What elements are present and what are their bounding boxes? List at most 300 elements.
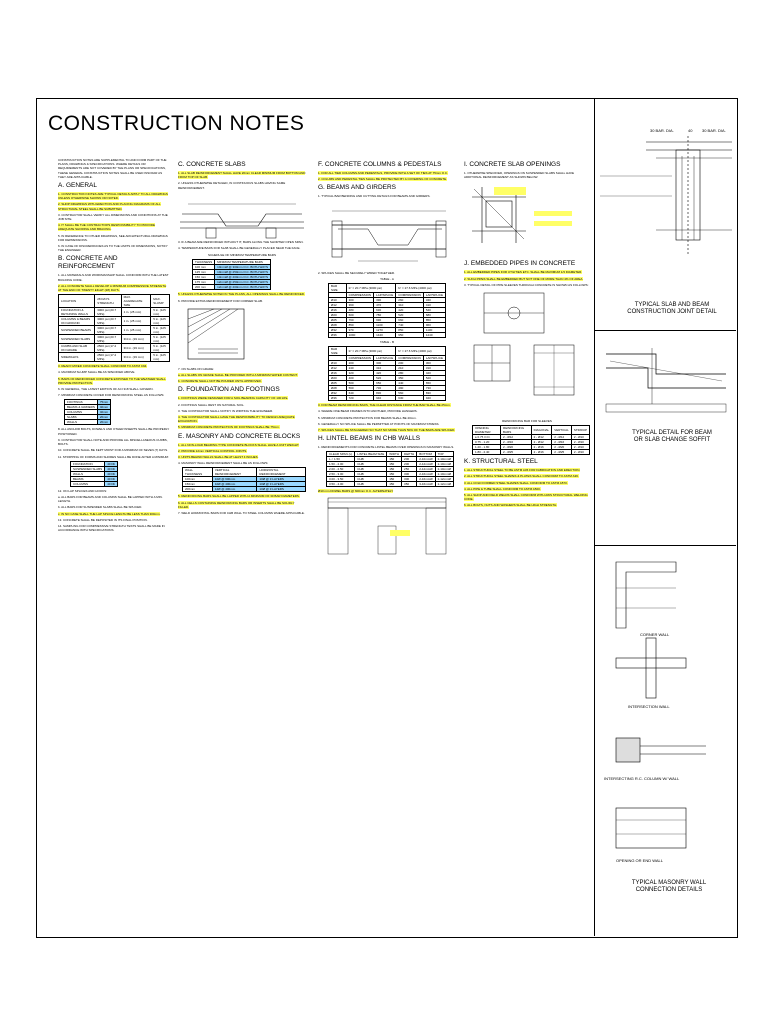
table-cell: 100 mm <box>193 265 215 270</box>
table-cell: CHB <box>355 482 387 487</box>
table-cell: SUSPENDED SLABS <box>59 335 95 344</box>
corner-wall-label: CORNER WALL <box>640 632 670 637</box>
table-cell: ≤ 0.75 O.D. <box>473 435 501 440</box>
soffit-change-diagram <box>596 344 736 424</box>
temp-table-title: SCHEDULE OF MINIMUM TEMPERATURE BARS <box>208 253 276 258</box>
table-cell: 300 <box>346 298 374 303</box>
table-cell: 310 <box>396 303 424 308</box>
table-cell: Ø25 <box>329 381 347 386</box>
table-cell: 520 <box>374 376 396 381</box>
table-cell: 200 <box>346 361 374 366</box>
table-cell: SIDEWALKS <box>59 353 95 362</box>
table-cell: BEAMS <box>71 476 105 481</box>
table-cell: Ø32 <box>329 328 347 333</box>
table-header: MAX. AGGREGATE SIZE <box>121 295 151 308</box>
table-cell: 40 Db <box>105 461 118 466</box>
table-cell: 970 <box>346 328 374 333</box>
table-cell: Ø16 <box>329 308 347 313</box>
table-row <box>183 487 306 492</box>
table-cell: 280 <box>396 371 424 376</box>
pipe-sleeve-diagram <box>464 289 590 419</box>
table-cell: 310 <box>374 366 396 371</box>
table-cell: 40 Db <box>105 481 118 486</box>
table-header: fc' = 27.6 MPa (4000 psi) <box>396 284 446 293</box>
table-cell: 940 <box>423 396 445 401</box>
table-cell: 40mm <box>97 405 110 410</box>
table-row <box>59 344 170 353</box>
table-cell: 3/4 in. (19 mm) <box>121 344 151 353</box>
table-cell: SLABS <box>65 415 98 420</box>
table-cell: 3-16mmØ <box>417 482 435 487</box>
table-header: fc' = 20.7 MPa (3000 psi) <box>346 347 396 356</box>
table-cell: 3000 psi (20.7 MPa) <box>95 335 121 344</box>
table-cell: WALLS <box>65 420 98 425</box>
table-cell: 2-10mmØ <box>435 457 453 462</box>
table-cell: 440 <box>396 381 424 386</box>
table-cell: 2 - Ø10 <box>571 450 589 455</box>
table-cell: 1 in. (25 mm) <box>121 317 151 326</box>
table-cell: Ø36 <box>329 333 347 338</box>
table-header: REINFORCING BARS <box>501 426 532 435</box>
table-cell: 12mmØ @ 250mm O.C. BOTH WAYS <box>215 280 271 285</box>
table-cell: 560 <box>396 391 424 396</box>
table-cell: 2-10mmØ <box>435 467 453 472</box>
table-cell: 2-10mmØ <box>417 457 435 462</box>
table-cell: 760 <box>346 318 374 323</box>
table-row <box>65 420 111 425</box>
splice-table <box>70 461 118 487</box>
table-cell: 300 <box>374 361 396 366</box>
table-cell: FOUNDATION & RETAINING WALLS <box>59 308 95 317</box>
table-cell: COLUMNS & BEAMS ON GROUND <box>59 317 95 326</box>
table-cell: 2 - Ø20 <box>552 445 572 450</box>
table-row <box>193 280 271 285</box>
table-cell: 210 <box>396 366 424 371</box>
table-cell: 2 - Ø25 <box>501 450 532 455</box>
table-cell: Ø28 <box>329 386 347 391</box>
table-cell: 650 <box>374 381 396 386</box>
table-cell: 350 <box>402 482 417 487</box>
table-cell: 10Ø @ 3 LAYERS <box>257 482 306 487</box>
section-d-title: D. FOUNDATION AND FOOTINGS <box>178 386 280 394</box>
table-cell: 420 <box>396 308 424 313</box>
detail2-title-line1: TYPICAL DETAIL FOR BEAM <box>632 430 712 436</box>
table-cell: Ø25 <box>329 318 347 323</box>
table-cell: Ø36 <box>329 396 347 401</box>
table-cell: 150mm <box>183 482 213 487</box>
table-cell: 250 <box>402 467 417 472</box>
table-cell: Ø16 <box>329 371 347 376</box>
table-header: fc' = 20.7 MPa (3000 psi) <box>346 284 396 293</box>
table-cell: 10mmØ @ 300mm O.C. BOTH WAYS <box>215 265 271 270</box>
table-cell: CHB <box>355 457 387 462</box>
section-a-title: A. GENERAL <box>58 182 98 190</box>
table-cell: 175 mm <box>193 280 215 285</box>
table-cell: 560 <box>346 386 374 391</box>
chb-reinforcement-table <box>182 467 306 492</box>
table-header: COMPRESSION <box>346 293 374 298</box>
table-cell: Ø28 <box>329 323 347 328</box>
table-cell: FOUNDATION <box>71 461 105 466</box>
table-cell: 1240 <box>423 333 445 338</box>
table-cell: 1100 <box>423 328 445 333</box>
table-cell: 150 <box>387 467 402 472</box>
table-header: MAX. SLUMP <box>151 295 170 308</box>
table-cell: 200 <box>396 361 424 366</box>
table-cell: 40mm <box>97 410 110 415</box>
table-cell: 2-10mmØ <box>435 472 453 477</box>
table-cell: Ø12 <box>329 303 347 308</box>
table-cell: 2-16mmØ <box>417 477 435 482</box>
table-cell: L < 1.50 <box>327 457 355 462</box>
table-cell: 2 - Ø20 <box>501 445 532 450</box>
table-cell: Ø10 <box>329 361 347 366</box>
table-cell: 1420 <box>374 333 396 338</box>
table-header: DEPTH <box>402 452 417 457</box>
table-cell: 420 <box>374 371 396 376</box>
table-b <box>328 346 446 401</box>
table-cell: 3000 psi (20.7 MPa) <box>95 317 121 326</box>
table-cell: 150 <box>387 457 402 462</box>
table-cell: 730 <box>374 386 396 391</box>
table-cell: CHB <box>355 462 387 467</box>
table-cell: 400 <box>346 376 374 381</box>
table-cell: 300 <box>402 472 417 477</box>
table-cell: CHB <box>355 472 387 477</box>
table-cell: 5 in. (125 mm) <box>151 344 170 353</box>
table-cell: 2 - Ø16 <box>501 440 532 445</box>
table-row <box>65 405 111 410</box>
title-block-divider <box>594 98 595 936</box>
table-row <box>193 285 271 290</box>
notes-column-3: F. CONCRETE COLUMNS & PEDESTALS 1. FOR ALL TIED COLUMNS AND PEDESTALS, PROVIDE WITH A SET OF TIES AT 75mm O.C. 2. COLUMN AND PEDESTAL TIES SHALL BE PROTECTED BY A COVERING OF CONCRETE. G. BEAMS AND GIRDERS 1. TYPICAL BAR BENDING AND CUTTING DETAILS FOR BEAMS AND GIRDERS. 2. SPLICES SHALL BE SECURELY WIRED TOGETHER. TABLE - A BAR SIZE fc' = 20.7 MPa (3000 psi) fc' = 27.6 MPa (4000 psi) COMPRESSION LAP/SPLICE COMPRESSION LAP/SPLICE Ø10 300 390 260 340 Ø12 360 470 310 410 Ø16 480 630 420 540 Ø20 600 780 520 680 Ø25 760 990 660 850 Ø28 850 1100 740 960 Ø32 970 1270 850 1100 Ø36 1090 1420 950 1240 TABLE - B BAR SIZE fc' = 20.7 MPa (3000 psi) fc' = 27.6 MPa (4000 psi) COMPRESSION LAP/SPLICE COMPRESSION LAP/SPLICE Ø10 200 300 200 300 Ø12 240 310 210 310 Ø16 320 420 280 420 Ø20 400 520 350 520 Ø25 500 650 440 650 Ø28 560 730 490 730 Ø32 640 830 560 830 Ø36 720 940 630 940 3. FOR BEAM REINFORCING BARS, THE CLEAR DISTANCE FROM THE BAR SHALL BE 25mm. 4. WHERE ONE BEAM FRAMES INTO ANOTHER, PROVIDE HANGERS. 5. MINIMUM CONCRETE PROTECTION FOR BEAMS SHALL BE 40mm. 6. GENERALLY NO SPLICE SHALL BE PERMITTED AT POINTS OF MAXIMUM STRESS. 7. SPLICES SHALL BE STAGGERED SO THAT NO MORE THAN 50% OF THE BARS ARE SPLICED. H. LINTEL BEAMS IN CHB WALLS 1. REINFORCEMENTS FOR CONCRETE LINTEL BEAMS OVER OPENINGS IN MASONRY WALLS. CLEAR SPAN (L) LINTEL BEAM SIZE WIDTH DEPTH BOTTOM TOP L < 1.50 CHB 150 200 2-10mmØ 2-10mmØ 1.50 - 2.00 CHB 150 200 2-12mmØ 2-10mmØ 2.00 - 2.50 CHB 150 250 2-12mmØ 2-10mmØ 2.50 - 3.00 CHB 150 300 2-16mmØ 2-10mmØ 3.00 - 3.50 CHB 150 300 2-16mmØ 2-12mmØ 3.50 - 4.00 CHB 150 350 3-16mmØ 2-12mmØ Ø10 mm DOWEL BARS @ 600mm O.C. ALTERNATELY <box>318 158 456 558</box>
table-cell: 12mmØ @ 200mm O.C. BOTH WAYS <box>215 285 271 290</box>
table-row <box>329 396 446 401</box>
table-cell: 850 <box>423 318 445 323</box>
table-cell: 630 <box>396 396 424 401</box>
table-cell: 650 <box>423 381 445 386</box>
table-cell: 2 - Ø12 <box>552 435 572 440</box>
table-cell: 2 - Ø10 <box>571 435 589 440</box>
masonry-connection-diagram <box>596 548 736 908</box>
notes-column-2: C. CONCRETE SLABS 1. ALL SLAB REINFORCEMENT SHALL HAVE 20mm CLEAR MINIMUM FROM BOTTOM AND FROM TOP OF SLAB. 2. UNLESS OTHERWISE DETAILED, IN CONTINUOUS SLABS HAVING SAME REINFORCEMENT. 3. IF A BEAM ARE REINFORCED WITHOUT IT, BARS ALONG THE SHORTER OPEN SPAN. 4. TEMPERATURE BARS FOR SLAB SHALL BE GENERALLY PLACED NEAR THE FACE. SCHEDULE OF MINIMUM TEMPERATURE BARS THICKNESS MINIMUM TEMPERATURE BARS 100 mm 10mmØ @ 300mm O.C. BOTH WAYS 125 mm 10mmØ @ 250mm O.C. BOTH WAYS 150 mm 10mmØ @ 200mm O.C. BOTH WAYS 175 mm 12mmØ @ 250mm O.C. BOTH WAYS 200 mm 12mmØ @ 200mm O.C. BOTH WAYS 5. UNLESS OTHERWISE NOTED IN THE PLANS, ALL OPENINGS SHALL BE REINFORCED. 6. PROVIDE EXTRA REINFORCEMENT FOR CORNER SLAB. 7. ON SLABS ON GRADE: a. ALL SLABS ON GRADE SHALL BE PROVIDED WITH A MINIMUM WATER CONTENT. b. CONCRETE SHALL NOT BE POURED UNTIL APPROVED. D. FOUNDATION AND FOOTINGS 1. FOOTINGS WERE DESIGNED FOR A SOIL BEARING CAPACITY OF 100 kPa. 2. FOOTINGS SHALL REST ON NATURAL SOIL. 3. THE CONTRACTOR SHALL NOTIFY IN WRITING THE ENGINEER. 4. THE CONTRACTOR SHALL HAVE THE RESPONSIBILITY TO DESIGN ADEQUATE EXCAVATION. 5. MINIMUM CONCRETE PROTECTION OF FOOTINGS SHALL BE 75mm. E. MASONRY AND CONCRETE BLOCKS 1. ALL NON-LOAD BEARING TYPE CONCRETE BLOCKS SHALL HAVE A UNIT WEIGHT. 2. PROVIDE 12mm VERTICAL CONTROL JOINTS. 3. UNITS BEHIND WALLS SHALL BE AT LEAST 4 INCHES. 4. MASONRY WALL REINFORCEMENT SHALL BE AS FOLLOWS: WALL THICKNESS VERTICAL REINFORCEMENT HORIZONTAL REINFORCEMENT 100mm 10Ø @ 600mm 10Ø @ 3 LAYERS 150mm 10Ø @ 400mm 10Ø @ 3 LAYERS 200mm 12Ø @ 400mm 10Ø @ 3 LAYERS 5. REINFORCING BARS SHALL BE LAPPED WITH A MINIMUM OF 30 BAR DIAMETERS. 6. ALL CELLS CONTAINING REINFORCING BARS OR INSERTS SHALL BE SOLIDLY FILLED. 7. WELD HORIZONTAL BARS FOR CHB WALL TO STEEL COLUMNS WHERE APPLICABLE. <box>178 161 306 516</box>
table-header: BOTTOM <box>417 452 435 457</box>
table-header: COMPRESSION <box>396 356 424 361</box>
table-cell: 5 in. (125 mm) <box>151 317 170 326</box>
lintel-note: Ø10 mm DOWEL BARS @ 600mm O.C. ALTERNATELY <box>318 489 394 494</box>
table-cell: 5 in. (125 mm) <box>151 353 170 362</box>
table-cell: 20mm <box>97 420 110 425</box>
table-cell: 2.00 - 2.50 <box>327 467 355 472</box>
table-cell: 300 <box>402 477 417 482</box>
table-cell: 5 in. (125 mm) <box>151 326 170 335</box>
section-j-title: J. EMBEDDED PIPES IN CONCRETE <box>464 260 576 268</box>
table-row <box>59 317 170 326</box>
table-cell: 3.00 - 3.50 <box>327 477 355 482</box>
table-cell: COLUMNS <box>71 481 105 486</box>
detail-divider-1 <box>594 330 736 331</box>
table-b-title: TABLE - B <box>380 340 394 345</box>
table-header: LAP/SPLICE <box>374 356 396 361</box>
section-b-title: B. CONCRETE AND REINFORCEMENT <box>58 255 118 271</box>
beam-bending-diagram <box>318 201 456 271</box>
table-cell: 150 <box>387 477 402 482</box>
table-cell: CHB <box>355 477 387 482</box>
section-g-title: G. BEAMS AND GIRDERS <box>318 184 397 192</box>
table-cell: 150 <box>387 472 402 477</box>
table-header: THICKNESS <box>193 260 215 265</box>
section-i-title: I. CONCRETE SLAB OPENINGS <box>464 161 561 168</box>
table-row <box>71 466 118 471</box>
table-cell: 3/4 in. (19 mm) <box>121 353 151 362</box>
table-cell: 960 <box>423 323 445 328</box>
table-cell: 830 <box>423 391 445 396</box>
table-a <box>328 283 446 338</box>
table-header: BAR SIZE <box>329 284 347 293</box>
table-cell: BEAMS & GIRDERS <box>65 405 98 410</box>
table-cell: 150 <box>387 482 402 487</box>
table-cell: 240 <box>346 366 374 371</box>
section-c-title: C. CONCRETE SLABS <box>178 161 246 168</box>
opening-end-wall-label: OPENING OR END WALL <box>616 858 663 863</box>
table-cell: 310 <box>423 366 445 371</box>
table-cell: 1090 <box>346 333 374 338</box>
table-cell: 540 <box>423 308 445 313</box>
table-header: CLEAR SPAN (L) <box>327 452 355 457</box>
table-row <box>59 308 170 317</box>
section-h-title: H. LINTEL BEAMS IN CHB WALLS <box>318 435 421 443</box>
table-cell: 2-12mmØ <box>417 467 435 472</box>
table-cell: 10mmØ @ 250mm O.C. BOTH WAYS <box>215 270 271 275</box>
table-row <box>59 335 170 344</box>
table-cell: 10mmØ @ 200mm O.C. BOTH WAYS <box>215 275 271 280</box>
lintel-diagram <box>318 496 456 558</box>
table-cell: 5 in. (125 mm) <box>151 335 170 344</box>
table-header: HORIZONTAL REINFORCEMENT <box>257 468 306 477</box>
detail-divider-2 <box>594 545 736 546</box>
table-cell: Ø20 <box>329 313 347 318</box>
table-cell: SUSPENDED SLABS <box>71 466 105 471</box>
table-cell: 340 <box>423 298 445 303</box>
intersecting-column-label: INTERSECTING R.C. COLUMN W/ WALL <box>604 776 680 781</box>
table-cell: 40 Db <box>105 471 118 476</box>
table-cell: 10Ø @ 3 LAYERS <box>257 477 306 482</box>
table-header: MINIMUM TEMPERATURE BARS <box>215 260 271 265</box>
table-cell: 100mm <box>183 477 213 482</box>
table-cell: 40 Db <box>105 466 118 471</box>
table-row <box>327 482 454 487</box>
opening-reinforcement-table <box>472 425 590 455</box>
page-title: CONSTRUCTION NOTES <box>48 112 305 135</box>
table-cell: 40 Db <box>105 476 118 481</box>
table-header: OPENING DIAMETER <box>473 426 501 435</box>
table-header: LAP/SPLICE <box>423 293 445 298</box>
table-header: LINTEL BEAM SIZE <box>355 452 387 457</box>
table-cell: 780 <box>374 313 396 318</box>
table-header: WALL THICKNESS <box>183 468 213 477</box>
table-row <box>193 265 271 270</box>
table-cell: 490 <box>396 386 424 391</box>
table-cell: 2 - Ø16 <box>552 440 572 445</box>
table-cell: CHB <box>355 467 387 472</box>
table-cell: 730 <box>423 386 445 391</box>
table-cell: 350 <box>396 376 424 381</box>
table-cell: 480 <box>346 308 374 313</box>
table-header: LAP/SPLICE <box>423 356 445 361</box>
table-cell: 1100 <box>374 323 396 328</box>
table-header: BAR SIZE <box>329 347 347 356</box>
detail3-title-line2: CONNECTION DETAILS <box>635 887 703 893</box>
table-cell: 12Ø @ 400mm <box>212 487 257 492</box>
table-cell: 720 <box>346 396 374 401</box>
table-cell: 10Ø @ 3 LAYERS <box>257 487 306 492</box>
table-header: LAP/SPLICE <box>374 293 396 298</box>
notes-column-4: I. CONCRETE SLAB OPENINGS 1. OTHERWISE SPECIFIED, OPENINGS ON SUSPENDED SLABS SHALL HAVE ADDITIONAL REINFORCEMENT AS SHOWN BELOW. J. EMBEDDED PIPES IN CONCRETE 1. ALL EMBEDDED PIPES FOR UTILITIES ETC. SHALL BE MAXIMUM 1/3 DIAMETER. 2. SUCH PIPES SHALL BE EMBEDDED BUT NOT ONE OF MORE THAN 4% OF AREA. 3. TYPICAL DETAIL OF PIPE SLEEVES THROUGH CONCRETE IS SHOWN AS FOLLOWS: REINFORCING BAR FOR SLEEVES OPENING DIAMETER REINFORCING BARS DIAGONAL VERTICAL STIRRUP ≤ 0.75 O.D. 2 - Ø12 2 - Ø12 2 - Ø12 2 - Ø10 0.75 - 1.20 2 - Ø16 2 - Ø12 2 - Ø16 2 - Ø10 1.20 - 1.80 2 - Ø20 2 - Ø16 2 - Ø20 2 - Ø10 1.80 - 2.40 2 - Ø25 2 - Ø16 2 - Ø25 2 - Ø10 K. STRUCTURAL STEEL 1. ALL STRUCTURAL STEEL TO BE ASTM A36 FOR FABRICATION AND ERECTION. 2. ALL STRUCTURAL STEEL SHAPES & PLATES SHALL CONFORM TO ASTM A36. 3. ALL COLD FORMED STEEL SHAPES SHALL CONFORM TO ASTM A570. 4. ALL PIPE & TUBE SHALL CONFORM TO ASTM A500. 5. ALL SHOP AND FIELD WELDS SHALL CONFORM WITH AWS STRUCTURAL WELDING CODE. 6. ALL BOLTS, NUTS AND WASHERS SHALL BE HIGH STRENGTH. <box>464 161 589 508</box>
table-cell: 1.80 - 2.40 <box>473 450 501 455</box>
table-header: DIAGONAL <box>531 426 552 435</box>
section-e-title: E. MASONRY AND CONCRETE BLOCKS <box>178 432 301 440</box>
table-cell: 2 - Ø10 <box>571 440 589 445</box>
table-cell: Ø20 <box>329 376 347 381</box>
opening-table-title: REINFORCING BAR FOR SLEEVES <box>502 419 552 424</box>
table-cell: 600 <box>346 313 374 318</box>
table-cell: 5 in. (125 mm) <box>151 308 170 317</box>
table-cell: 10Ø @ 600mm <box>212 477 257 482</box>
table-cell: 260 <box>396 298 424 303</box>
table-cell: FOOTINGS <box>65 400 98 405</box>
table-cell: 470 <box>374 303 396 308</box>
table-cell: 940 <box>374 396 396 401</box>
table-cell: 1.50 - 2.00 <box>327 462 355 467</box>
concrete-cover-table <box>64 399 111 425</box>
table-cell: 2.50 - 3.00 <box>327 472 355 477</box>
table-cell: 150 <box>387 462 402 467</box>
table-cell: 2500 psi (17.2 MPa) <box>95 344 121 353</box>
table-cell: 0.75 - 1.20 <box>473 440 501 445</box>
table-cell: 300 <box>423 361 445 366</box>
table-cell: 2-12mmØ <box>417 462 435 467</box>
table-cell: 740 <box>396 323 424 328</box>
table-header: COMPRESSION <box>346 356 374 361</box>
table-cell: 2500 psi (17.2 MPa) <box>95 353 121 362</box>
table-cell: 390 <box>374 298 396 303</box>
table-cell: Ø10 <box>329 298 347 303</box>
table-header: TOP <box>435 452 453 457</box>
table-cell: 2-12mmØ <box>435 477 453 482</box>
lintel-table <box>326 451 454 487</box>
table-header: STIRRUP <box>571 426 589 435</box>
table-cell: 1 in. (25 mm) <box>121 326 151 335</box>
table-row <box>193 275 271 280</box>
table-a-title: TABLE - A <box>380 276 394 281</box>
table-header: WIDTH <box>387 452 402 457</box>
table-cell: 3/4 in. (19 mm) <box>121 335 151 344</box>
table-cell: WALLS <box>71 471 105 476</box>
intersection-wall-label: INTERSECTION WALL <box>628 704 670 709</box>
table-cell: 20mm <box>97 415 110 420</box>
concrete-strength-table <box>58 294 170 362</box>
table-cell: 990 <box>374 318 396 323</box>
table-header: 28 DAYS STRENGTH <box>95 295 121 308</box>
table-cell: 75mm <box>97 400 110 405</box>
corner-slab-diagram <box>178 305 306 367</box>
table-cell: 125 mm <box>193 270 215 275</box>
table-cell: SUSPENDED BEAMS <box>59 326 95 335</box>
table-cell: 500 <box>346 381 374 386</box>
table-cell: 660 <box>396 318 424 323</box>
table-cell: COLUMNS <box>65 410 98 415</box>
table-cell: 2-10mmØ <box>435 462 453 467</box>
table-row <box>71 481 118 486</box>
table-cell: 10Ø @ 400mm <box>212 482 257 487</box>
slab-reinforcement-diagram <box>178 192 306 240</box>
detail1-label-right: 30 BAR. DIA. <box>702 128 726 133</box>
table-cell: 2 - Ø16 <box>531 445 552 450</box>
table-row <box>193 270 271 275</box>
notes-column-1: CONSTRUCTION NOTES ARE SUPPLEMENTAL TO AND FORM PART OF THE PLANS, DRAWINGS & SPECIFICATIONS. WHERE DETAILS OR REQUIREMENTS ARE NOT COVERED BY THE PLANS OR SPECIFICATIONS, THESE GENERAL CONSTRUCTION NOTES SHALL BE USED INSOFAR AS THEY ARE APPLICABLE. A. GENERAL 1. CONSTRUCTION NOTES ARE TYPICAL DETAILS APPLY TO ALL DRAWINGS UNLESS OTHERWISE SHOWN OR NOTED. 2. SHOP DRAWINGS WITH ERECTION AND PLACING DIAGRAMS OF ALL STRUCTURAL STEEL SHALL BE SUBMITTED. 3. CONTRACTOR SHALL VERIFY ALL DIMENSIONS AND CONDITIONS AT THE JOB SITE. 4. IT SHALL BE THE CONTRACTOR'S RESPONSIBILITY TO PROVIDE ADEQUATE SHORING AND BRACING. 5. IN REFERENCE TO OTHER DRAWINGS, SEE ARCHITECTURAL DRAWINGS FOR DEPRESSIONS. 6. IN CASE OF DISCREPANCIES AS TO THE LIMITS OF DIMENSIONS, NOTIFY THE ENGINEER. B. CONCRETE AND REINFORCEMENT 1. ALL MATERIALS AND WORKMANSHIP SHALL CONFORM WITH THE LATEST BUILDING CODE. 2. ALL CONCRETE SHALL DEVELOP A MINIMUM COMPRESSIVE STRENGTH AT THE END OF TWENTY EIGHT (28) DAYS. LOCATION 28 DAYS STRENGTH MAX. AGGREGATE SIZE MAX. SLUMP FOUNDATION & RETAINING WALLS 3000 psi (20.7 MPa) 1 in. (25 mm) 5 in. (125 mm) COLUMNS & BEAMS ON GROUND 3000 psi (20.7 MPa) 1 in. (25 mm) 5 in. (125 mm) SUSPENDED BEAMS 3000 psi (20.7 MPa) 1 in. (25 mm) 5 in. (125 mm) SUSPENDED SLABS 3000 psi (20.7 MPa) 3/4 in. (19 mm) 5 in. (125 mm) CURBS AND SLAB ON GRADE 2500 psi (17.2 MPa) 3/4 in. (19 mm) 5 in. (125 mm) SIDEWALKS 2500 psi (17.2 MPa) 3/4 in. (19 mm) 5 in. (125 mm) 3. READY-MIXED CONCRETE SHALL CONFORM TO ASTM C94. 4. MAXIMUM SLUMP SHALL BE AS SPECIFIED ABOVE. 5. BARS OF REINFORCED CONCRETE EXPOSED TO THE WEATHER SHALL PROVIDE PROTECTION. 6. IN GENERAL, THE LATEST EDITION OF ACI 318 SHALL GOVERN. 7. MINIMUM CONCRETE COVER FOR REINFORCING STEEL AS FOLLOWS: FOOTINGS 75mm BEAMS & GIRDERS 40mm COLUMNS 40mm SLABS 20mm WALLS 20mm 8. ALL ANCHOR BOLTS, DOWELS AND OTHER INSERTS SHALL BE PROPERLY POSITIONED. 9. CONTRACTOR SHALL NOTE AND PROVIDE ALL MISCELLANEOUS CURBS, BOLTS. 10. CONCRETE SHALL BE KEPT MOIST FOR A MINIMUM OF SEVEN (7) DAYS. 11. STRIPPING OF FORMS AND SHORES SHALL BE DONE AFTER A MINIMUM: FOUNDATION 40 Db SUSPENDED SLABS 40 Db WALLS 40 Db BEAMS 40 Db COLUMNS 40 Db 12. ON LAP SPLICES AND HOOKS: a. ALL BARS FOR BEAMS AND COLUMNS SHALL BE LAPPED WITH A MIN. LENGTH. b. ALL BARS FOR SUSPENDED SLABS SHALL BE SPLICED. c. IN NO CASE SHALL THE LAP SPLICE LENGTH BE LESS THAN 300mm. 13. CONCRETE SHALL BE DEPOSITED IN ITS FINAL POSITION. 14. SAMPLING FOR COMPRESSIVE STRENGTH TESTS SHALL BE MADE IN ACCORDANCE WITH SPECIFICATIONS. <box>58 158 170 533</box>
table-cell: 830 <box>374 391 396 396</box>
table-cell: 150 mm <box>193 275 215 280</box>
table-header: COMPRESSION <box>396 293 424 298</box>
table-row <box>473 450 590 455</box>
table-cell: 1270 <box>374 328 396 333</box>
table-row <box>329 333 446 338</box>
table-cell: 2-16mmØ <box>417 472 435 477</box>
table-header: VERTICAL REINFORCEMENT <box>212 468 257 477</box>
table-cell: 2 - Ø10 <box>571 445 589 450</box>
temperature-bars-table <box>192 259 271 290</box>
section-k-title: K. STRUCTURAL STEEL <box>464 458 538 466</box>
table-cell: 850 <box>396 328 424 333</box>
section-f-title: F. CONCRETE COLUMNS & PEDESTALS <box>318 161 442 168</box>
table-cell: 320 <box>346 371 374 376</box>
table-cell: 630 <box>374 308 396 313</box>
slab-opening-diagram <box>464 181 590 257</box>
table-cell: 2 - Ø12 <box>531 440 552 445</box>
table-row <box>59 353 170 362</box>
intro-paragraph: CONSTRUCTION NOTES ARE SUPPLEMENTAL TO AND FORM PART OF THE PLANS, DRAWINGS & SPECIFICATIONS. WHERE DETAILS OR REQUIREMENTS ARE NOT COVERED BY THE PLANS OR SPECIFICATIONS, THESE GENERAL CONSTRUCTION NOTES SHALL BE USED INSOFAR AS THEY ARE APPLICABLE. <box>58 158 167 179</box>
detail1-label-mid: 40 <box>688 128 693 133</box>
table-cell: 2 - Ø12 <box>531 435 552 440</box>
table-cell: 680 <box>423 313 445 318</box>
table-cell: 200 mm <box>193 285 215 290</box>
table-cell: Ø32 <box>329 391 347 396</box>
table-header: VERTICAL <box>552 426 572 435</box>
slab-beam-joint-diagram <box>596 136 736 276</box>
table-cell: 850 <box>346 323 374 328</box>
table-cell: 200mm <box>183 487 213 492</box>
table-cell: 1 in. (25 mm) <box>121 308 151 317</box>
table-cell: 2-12mmØ <box>435 482 453 487</box>
table-header: LOCATION <box>59 295 95 308</box>
table-cell: 520 <box>423 376 445 381</box>
detail1-title-line1: TYPICAL SLAB AND BEAM <box>634 302 710 308</box>
table-row <box>59 326 170 335</box>
table-cell: 420 <box>423 371 445 376</box>
detail1-label-left: 30 BAR. DIA. <box>650 128 674 133</box>
table-cell: CURBS AND SLAB ON GRADE <box>59 344 95 353</box>
table-cell: 200 <box>402 462 417 467</box>
table-cell: 410 <box>423 303 445 308</box>
table-cell: Ø12 <box>329 366 347 371</box>
table-cell: 200 <box>402 457 417 462</box>
table-cell: 520 <box>396 313 424 318</box>
table-header: fc' = 27.6 MPa (4000 psi) <box>396 347 446 356</box>
table-cell: 3000 psi (20.7 MPa) <box>95 326 121 335</box>
table-cell: 3.50 - 4.00 <box>327 482 355 487</box>
table-cell: 360 <box>346 303 374 308</box>
detail2-title-line2: OR SLAB CHANGE SOFFIT <box>633 437 711 443</box>
